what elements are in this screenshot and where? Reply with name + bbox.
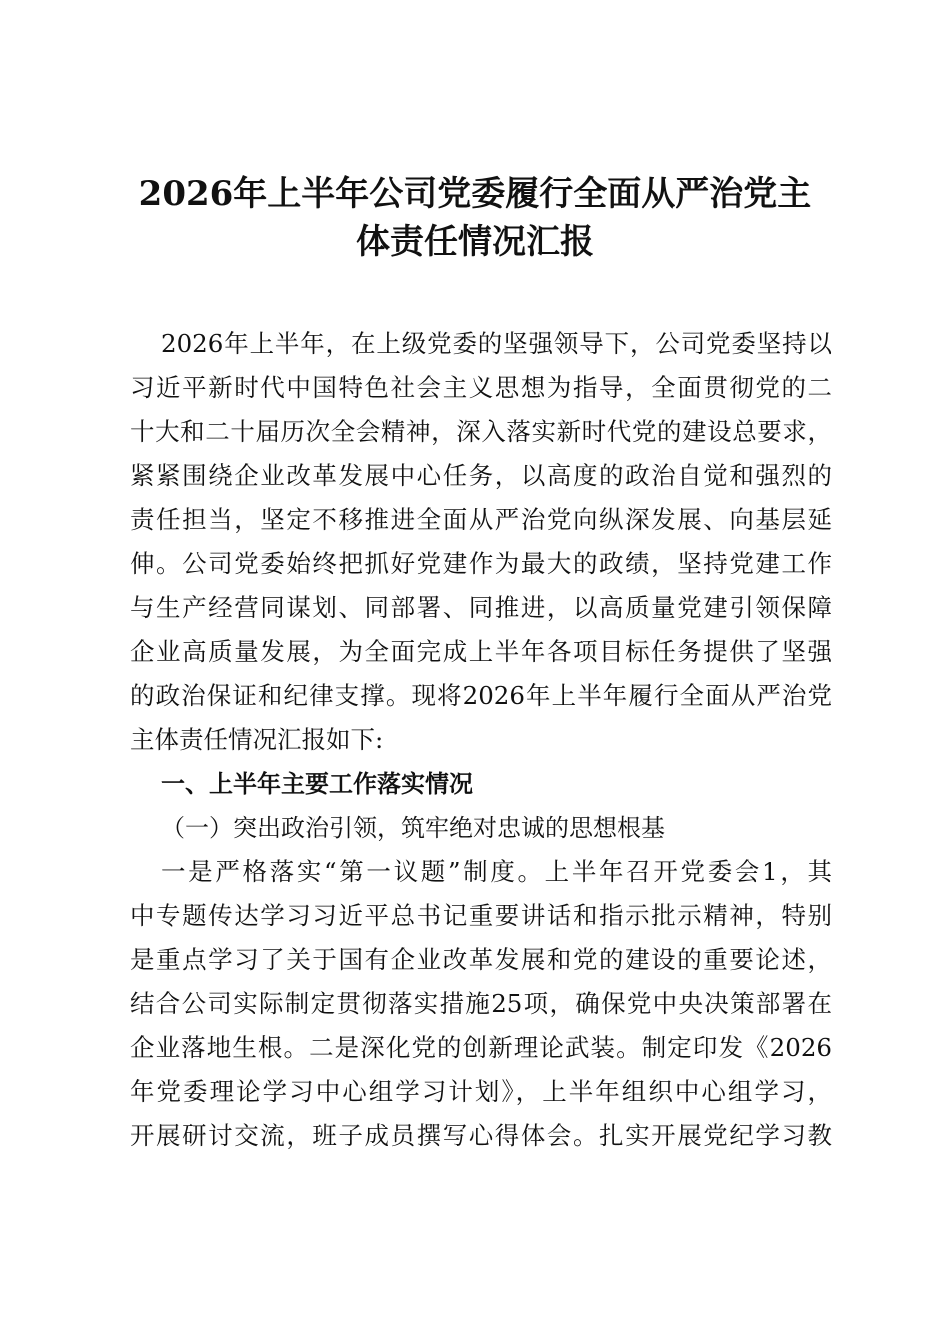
paragraph-line: 中专题传达学习习近平总书记重要讲话和指示批示精神，特别: [130, 901, 832, 930]
paragraph-line: 与生产经营同谋划、同部署、同推进，以高质量党建引领保障: [130, 593, 832, 622]
paragraph-line: 的政治保证和纪律支撑。现将2026年上半年履行全面从严治党: [130, 681, 832, 710]
paragraph-line: 企业落地生根。二是深化党的创新理论武装。制定印发《2026: [130, 1033, 832, 1062]
paragraph-line: 结合公司实际制定贯彻落实措施25项，确保党中央决策部署在: [130, 989, 832, 1018]
document-title-line-1: 2026年上半年公司党委履行全面从严治党主: [138, 174, 812, 214]
paragraph-line: 一是严格落实“第一议题”制度。上半年召开党委会1，其: [161, 857, 832, 886]
paragraph-line: 开展研讨交流，班子成员撰写心得体会。扎实开展党纪学习教: [130, 1121, 832, 1150]
paragraph-line: 是重点学习了关于国有企业改革发展和党的建设的重要论述，: [130, 945, 832, 974]
paragraph-line: 企业高质量发展，为全面完成上半年各项目标任务提供了坚强: [130, 637, 832, 666]
paragraph-line: 责任担当，坚定不移推进全面从严治党向纵深发展、向基层延: [130, 505, 832, 534]
paragraph-line: 十大和二十届历次全会精神，深入落实新时代党的建设总要求，: [130, 417, 832, 446]
subsection-heading: （一）突出政治引领，筑牢绝对忠诚的思想根基: [161, 814, 665, 842]
paragraph-line: 紧紧围绕企业改革发展中心任务，以高度的政治自觉和强烈的: [130, 461, 832, 490]
paragraph-line: 主体责任情况汇报如下:: [130, 725, 384, 754]
paragraph-line: 年党委理论学习中心组学习计划》，上半年组织中心组学习，: [130, 1077, 832, 1106]
paragraph-line: 伸。公司党委始终把抓好党建作为最大的政绩，坚持党建工作: [130, 549, 832, 578]
paragraph-line: 习近平新时代中国特色社会主义思想为指导，全面贯彻党的二: [130, 373, 832, 402]
section-heading: 一、上半年主要工作落实情况: [161, 770, 473, 798]
document-title-line-2: 体责任情况汇报: [356, 222, 594, 262]
paragraph-line: 2026年上半年，在上级党委的坚强领导下，公司党委坚持以: [161, 329, 832, 358]
